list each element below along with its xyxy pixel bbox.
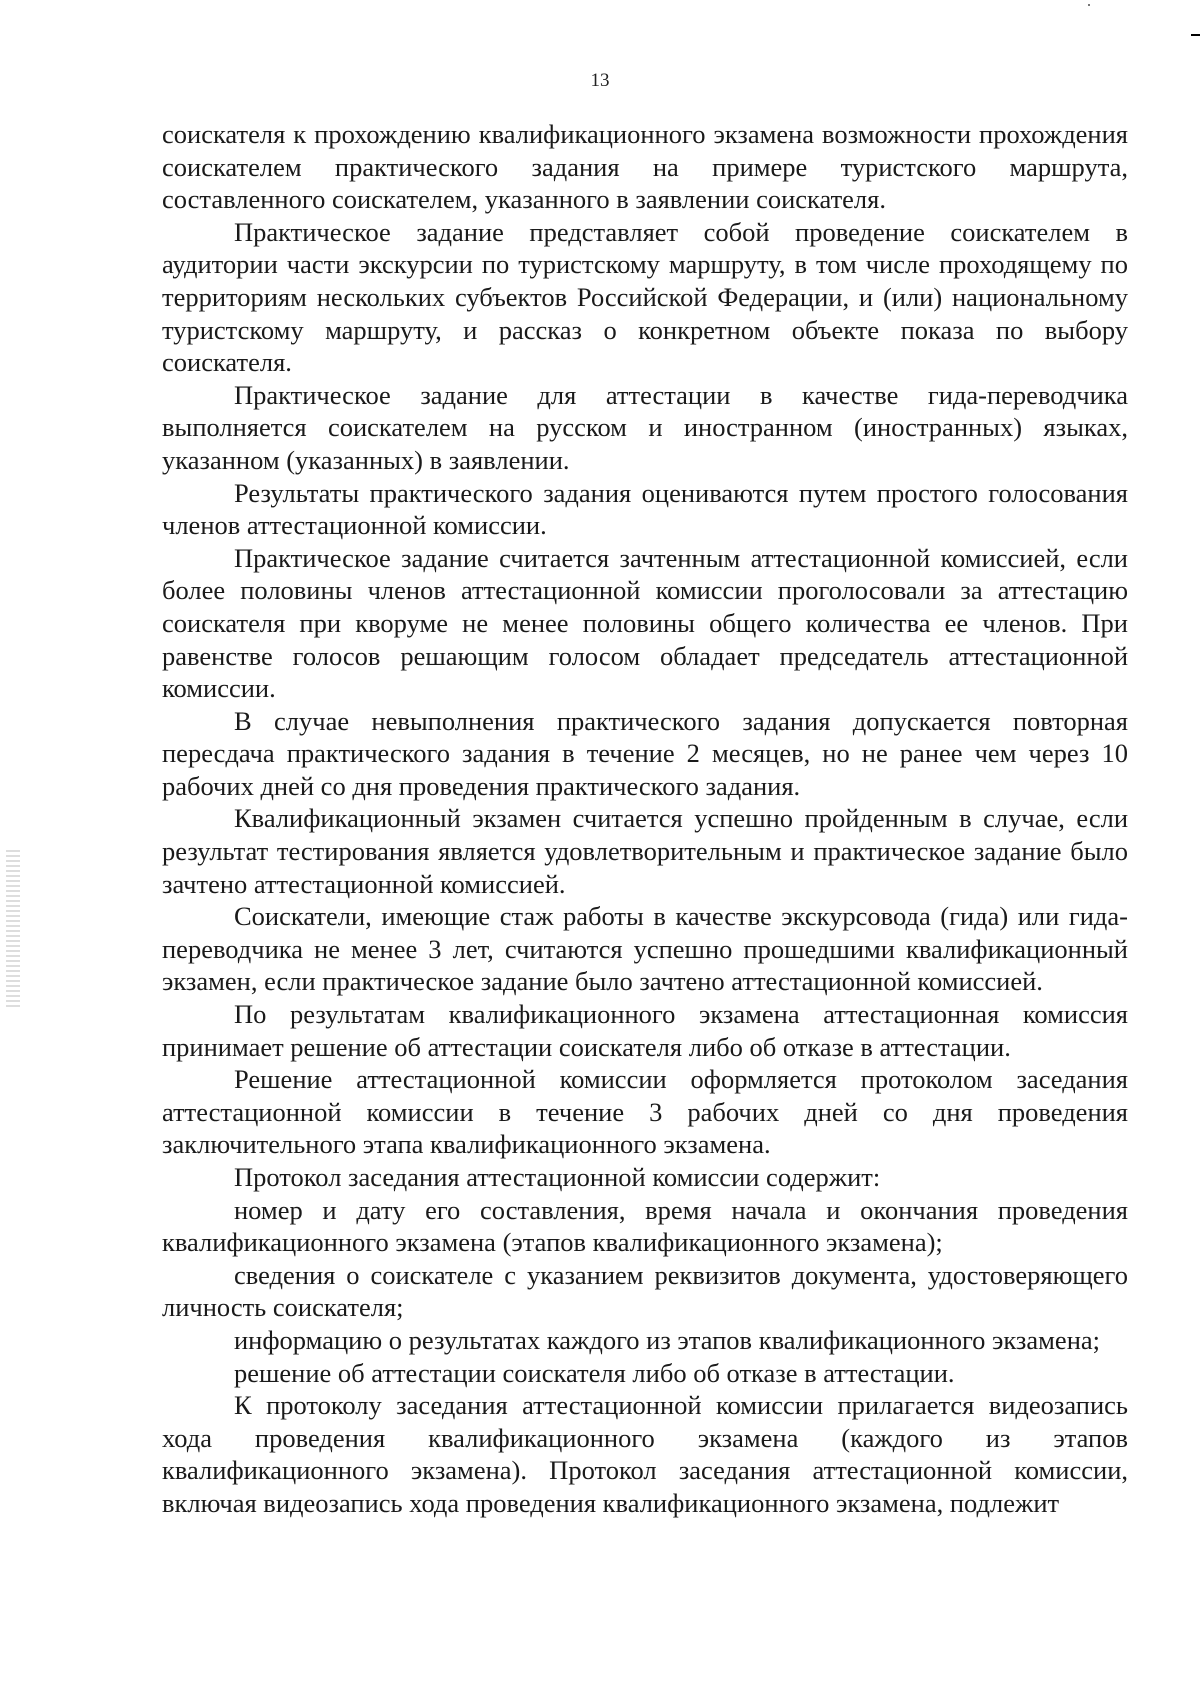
list-item-2: сведения о соискателе с указанием реквизитов документа, удостоверяющего личность соискателя; (162, 1259, 1128, 1323)
paragraph-11: Протокол заседания аттестационной комиссии содержит: (234, 1162, 881, 1192)
page-number: 13 (590, 70, 610, 91)
paragraph-12: К протоколу заседания аттестационной комиссии прилагается видеозапись хода проведения квалификационного экзамена (каждого из этапов квалификационного экзамена). Протокол заседания аттестационной комиссии, включая видеозапись хода проведения квалификационного экзамена, подлежит (162, 1390, 1128, 1518)
scan-dot (1088, 4, 1090, 6)
scan-speckle (6, 850, 20, 1010)
paragraph-3: Практическое задание для аттестации в качестве гида-переводчика выполняется соискателем на русском и иностранном (иностранных) языках, указанном (указанных) в заявлении. (162, 379, 1128, 475)
list-item-1: номер и дату его составления, время начала и окончания проведения квалификационного экзамена (этапов квалификационного экзамена); (162, 1194, 1128, 1258)
paragraph-1: соискателя к прохождению квалификационного экзамена возможности прохождения соискателем практического задания на примере туристского маршрута, составленного соискателем, указанного в заявлении соискателя. (162, 119, 1128, 215)
paragraph-9: По результатам квалификационного экзамена аттестационная комиссия принимает решение об аттестации соискателя либо об отказе в аттестации. (162, 999, 1128, 1062)
scan-mark (1191, 34, 1200, 36)
paragraph-8: Соискатели, имеющие стаж работы в качестве экскурсовода (гида) или гида-переводчика не менее 3 лет, считаются успешно прошедшими квалификационный экзамен, если практическое задание было зачтено аттестационной комиссией. (162, 901, 1128, 997)
paragraph-4: Результаты практического задания оцениваются путем простого голосования членов аттестационной комиссии. (162, 477, 1128, 541)
list-item-3: информацию о результатах каждого из этапов квалификационного экзамена; (234, 1324, 1100, 1355)
document-body (162, 118, 1128, 1520)
paragraph-7: Квалификационный экзамен считается успешно пройденным в случае, если результат тестирования является удовлетворительным и практическое задание было зачтено аттестационной комиссией. (162, 803, 1128, 899)
list-item-4: решение об аттестации соискателя либо об отказе в аттестации. (234, 1357, 955, 1388)
paragraph-10: Решение аттестационной комиссии оформляется протоколом заседания аттестационной комиссии в течение 3 рабочих дней со дня проведения заключительного этапа квалификационного экзамена. (162, 1064, 1128, 1160)
paragraph-2: Практическое задание представляет собой проведение соискателем в аудитории части экскурсии по туристскому маршруту, в том числе проходящему по территориям нескольких субъектов Российской Федерации, и (или) национальному туристскому маршруту, и рассказ о конкретном объекте показа по выбору соискателя. (162, 216, 1128, 378)
paragraph-5: Практическое задание считается зачтенным аттестационной комиссией, если более половины членов аттестационной комиссии проголосовали за аттестацию соискателя при кворуме не менее половины общего количества ее членов. При равенстве голосов решающим голосом обладает председатель аттестационной комиссии. (162, 542, 1128, 704)
paragraph-6: В случае невыполнения практического задания допускается повторная пересдача практического задания в течение 2 месяцев, но не ранее чем через 10 рабочих дней со дня проведения практического задания. (162, 705, 1128, 801)
